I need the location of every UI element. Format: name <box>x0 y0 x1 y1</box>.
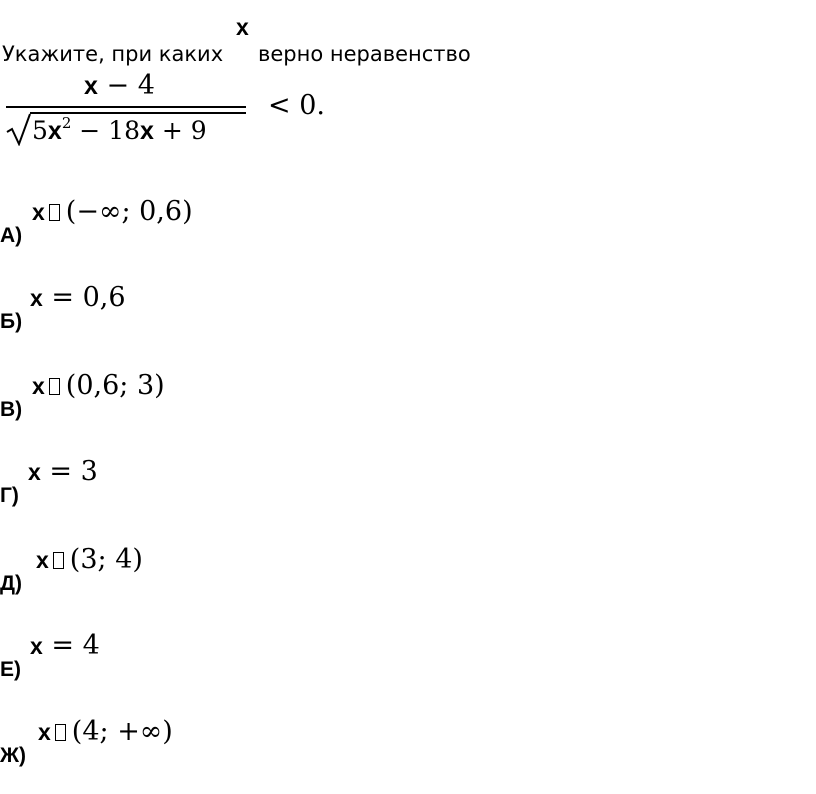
missing-glyph-icon <box>49 378 60 395</box>
missing-glyph-icon <box>49 204 60 221</box>
option-expression <box>28 456 98 487</box>
option-expression <box>32 196 193 227</box>
option-variable: x <box>30 633 43 659</box>
option-math: = 0,6 <box>51 282 126 313</box>
option-variable: x <box>36 547 49 573</box>
option-variable: x <box>32 373 45 399</box>
fraction-bar <box>6 106 246 108</box>
option-math: (4; +∞) <box>71 716 173 747</box>
option-variable: x <box>30 285 43 311</box>
option-math: (−∞; 0,6) <box>65 196 193 227</box>
option-variable: x <box>32 199 45 225</box>
denominator-var2: x <box>140 117 154 145</box>
denominator <box>6 110 246 146</box>
option-variable: x <box>38 719 51 745</box>
question-text-before: Укажите, при каких <box>2 42 224 66</box>
option-math: = 4 <box>51 630 100 661</box>
sqrt-symbol <box>6 112 32 146</box>
missing-glyph-icon <box>55 724 66 741</box>
option-variable: x <box>28 459 41 485</box>
option-math: (3; 4) <box>69 544 143 575</box>
option-expression <box>30 282 126 313</box>
option-label: А) <box>0 224 23 247</box>
option-expression <box>32 370 165 401</box>
question-text-after: верно неравенство <box>258 42 471 66</box>
option-expression <box>30 630 100 661</box>
inequality <box>6 72 346 152</box>
option-expression <box>38 716 173 747</box>
denominator-coef: 5 <box>32 116 48 145</box>
option-label: Д) <box>0 572 22 595</box>
denominator-rest: − 18 <box>71 116 141 145</box>
question-variable: x <box>236 14 249 40</box>
relation: < 0. <box>268 90 325 121</box>
option-math: = 3 <box>49 456 98 487</box>
option-label: Г) <box>0 484 19 507</box>
option-expression <box>36 544 143 575</box>
denominator-tail: + 9 <box>153 116 207 145</box>
option-label: Е) <box>0 658 21 681</box>
option-label: Ж) <box>0 744 26 767</box>
option-label: В) <box>0 398 23 421</box>
option-label: Б) <box>0 310 23 333</box>
missing-glyph-icon <box>53 552 64 569</box>
denominator-exp: 2 <box>61 114 72 132</box>
numerator: x − 4 <box>84 70 155 101</box>
denominator-var: x <box>47 117 62 145</box>
option-math: (0,6; 3) <box>65 370 165 401</box>
